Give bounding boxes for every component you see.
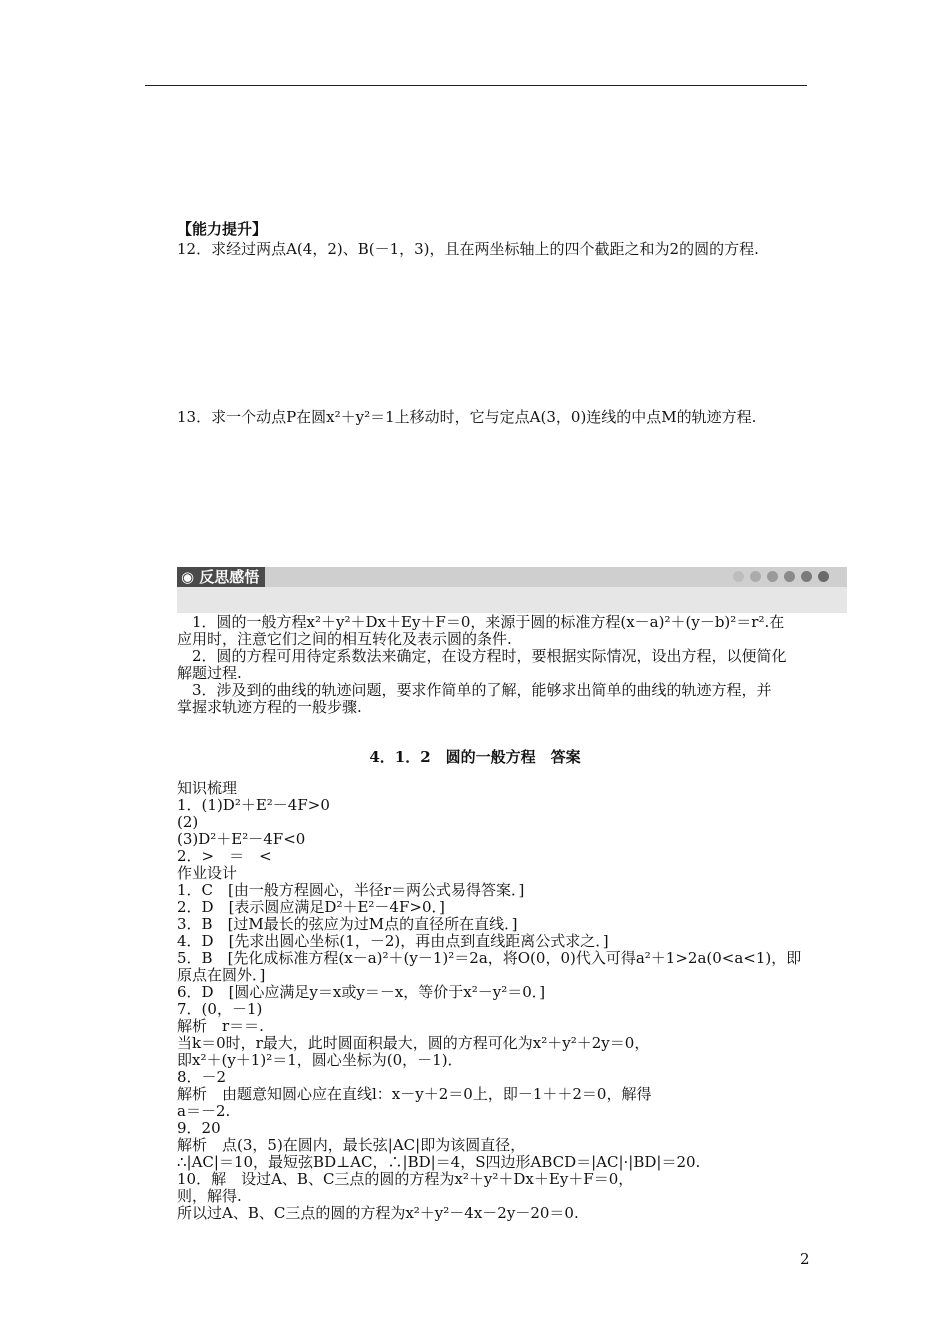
answer-line: (3)D²＋E²－4F<0 xyxy=(177,830,306,848)
answer-line: 解析 由题意知圆心应在直线l：x－y＋2＝0上，即－1＋＋2＝0，解得 xyxy=(177,1085,652,1103)
answer-line: 8．－2 xyxy=(177,1068,227,1086)
question-13: 13．求一个动点P在圆x²＋y²＝1上移动时，它与定点A(3，0)连线的中点M的轨迹方程. xyxy=(177,408,757,426)
answer-line: 即x²＋(y＋1)²＝1，圆心坐标为(0，－1)． xyxy=(177,1051,463,1069)
answer-line: a＝－2. xyxy=(177,1102,231,1120)
dot-icon xyxy=(784,571,795,582)
reflection-p1b: 应用时，注意它们之间的相互转化及表示圆的条件. xyxy=(177,630,512,648)
answer-line: 所以过A、B、C三点的圆的方程为x²＋y²－4x－2y－20＝0. xyxy=(177,1204,579,1222)
answer-line: 7．(0，－1) xyxy=(177,1000,263,1018)
reflection-banner xyxy=(177,567,847,613)
ability-heading: 【能力提升】 xyxy=(177,220,268,238)
dot-icon xyxy=(801,571,812,582)
answer-line: 解析 点(3，5)在圆内，最长弦|AC|即为该圆直径， xyxy=(177,1136,526,1154)
answer-title: 4．1．2 圆的一般方程 答案 xyxy=(369,748,581,766)
reflection-p2a: 2．圆的方程可用待定系数法来确定，在设方程时，要根据实际情况，设出方程，以便简化 xyxy=(192,647,787,665)
answer-line: 作业设计 xyxy=(177,864,238,882)
answer-line: 1．(1)D²＋E²－4F>0 xyxy=(177,796,330,814)
reflection-p3a: 3．涉及到的曲线的轨迹问题，要求作简单的了解，能够求出简单的曲线的轨迹方程，并 xyxy=(192,681,772,699)
answer-line: (2) xyxy=(177,813,199,831)
answer-line: 原点在圆外．] xyxy=(177,966,266,984)
decorative-dots xyxy=(733,571,829,582)
reflection-p1a: 1．圆的一般方程x²＋y²＋Dx＋Ey＋F＝0，来源于圆的标准方程(x－a)²＋(y－b)²＝r².在 xyxy=(192,613,785,631)
answer-line: 知识梳理 xyxy=(177,779,238,797)
reflection-p3b: 掌握求轨迹方程的一般步骤. xyxy=(177,698,362,716)
reflection-p2b: 解题过程. xyxy=(177,664,242,682)
dot-icon xyxy=(767,571,778,582)
answer-line: 4．D [先求出圆心坐标(1，－2)，再由点到直线距离公式求之．] xyxy=(177,932,609,950)
answer-line: 则，解得. xyxy=(177,1187,242,1205)
dot-icon xyxy=(818,571,829,582)
question-12: 12．求经过两点A(4，2)、B(－1，3)，且在两坐标轴上的四个截距之和为2的圆的方程. xyxy=(177,240,759,258)
answer-line: 9．20 xyxy=(177,1119,221,1137)
answer-line: 10．解 设过A、B、C三点的圆的方程为x²＋y²＋Dx＋Ey＋F＝0， xyxy=(177,1170,634,1188)
answer-line: 3．B [过M最长的弦应为过M点的直径所在直线．] xyxy=(177,915,518,933)
dot-icon xyxy=(750,571,761,582)
answer-line: ∴|AC|＝10，最短弦BD⊥AC，∴|BD|＝4，S四边形ABCD＝|AC|·|BD|＝20. xyxy=(177,1153,701,1171)
page-number: 2 xyxy=(800,1250,810,1268)
header-rule xyxy=(145,85,807,86)
reflection-label: ◉ 反思感悟 xyxy=(177,567,265,587)
answer-line: 6．D [圆心应满足y＝x或y＝－x，等价于x²－y²＝0．] xyxy=(177,983,546,1001)
answer-line: 1．C [由一般方程圆心，半径r＝两公式易得答案．] xyxy=(177,881,525,899)
answer-line: 解析 r＝＝. xyxy=(177,1017,264,1035)
answer-line: 2．D [表示圆应满足D²＋E²－4F>0．] xyxy=(177,898,445,916)
answer-line: 5．B [先化成标准方程(x－a)²＋(y－1)²＝2a，将O(0，0)代入可得a²＋1>2a(0<a<1)，即 xyxy=(177,949,802,967)
answer-line: 当k＝0时，r最大，此时圆面积最大，圆的方程可化为x²＋y²＋2y＝0， xyxy=(177,1034,650,1052)
dot-icon xyxy=(733,571,744,582)
answer-line: 2．> ＝ < xyxy=(177,847,272,865)
